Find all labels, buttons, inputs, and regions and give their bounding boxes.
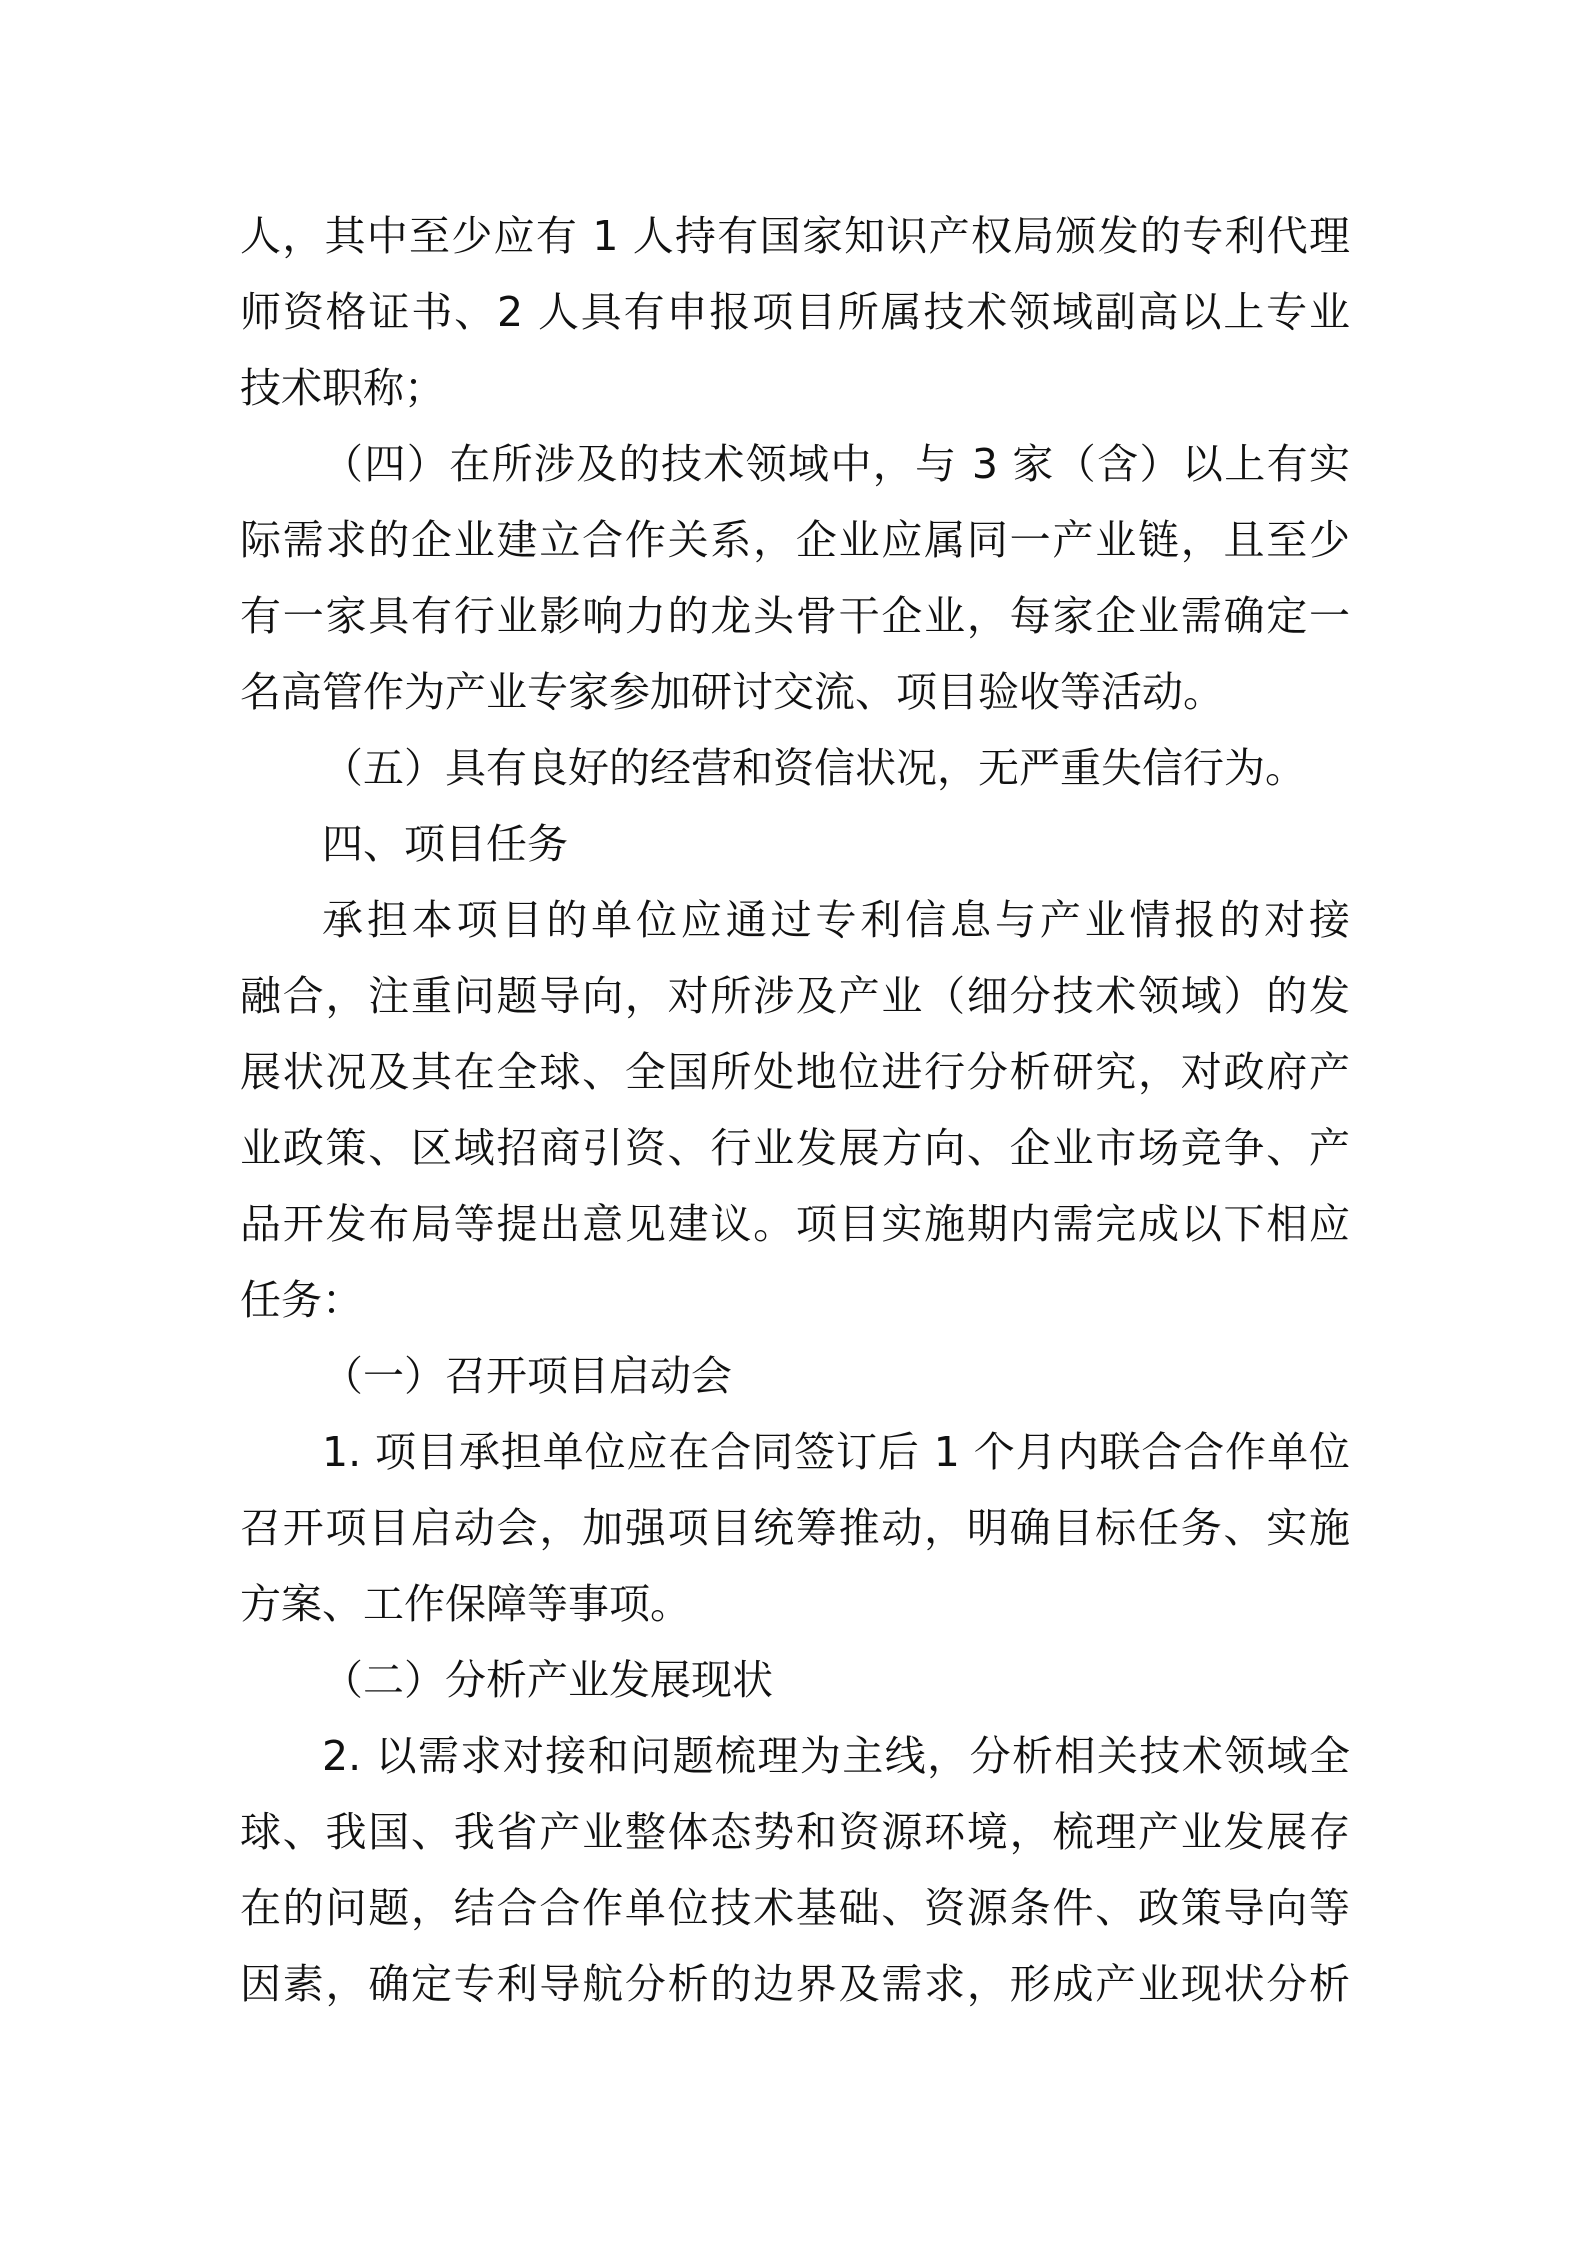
text-line: 有一家具有行业影响力的龙头骨干企业，每家企业需确定一 bbox=[240, 592, 1350, 640]
text-line: 业政策、区域招商引资、行业发展方向、企业市场竞争、产 bbox=[240, 1124, 1350, 1172]
text-line: 因素，确定专利导航分析的边界及需求，形成产业现状分析 bbox=[240, 1960, 1350, 2008]
text-line: 承担本项目的单位应通过专利信息与产业情报的对接 bbox=[322, 896, 1350, 944]
text-line: （一）召开项目启动会 bbox=[322, 1352, 732, 1400]
text-line: 球、我国、我省产业整体态势和资源环境，梳理产业发展存 bbox=[240, 1808, 1350, 1856]
text-line: 2. 以需求对接和问题梳理为主线，分析相关技术领域全 bbox=[322, 1732, 1350, 1780]
text-line: 融合，注重问题导向，对所涉及产业（细分技术领域）的发 bbox=[240, 972, 1350, 1020]
text-line: 技术职称； bbox=[240, 364, 445, 412]
text-line: 名高管作为产业专家参加研讨交流、项目验收等活动。 bbox=[240, 668, 1224, 716]
text-line: （二）分析产业发展现状 bbox=[322, 1656, 773, 1704]
text-line: （五）具有良好的经营和资信状况，无严重失信行为。 bbox=[322, 744, 1306, 792]
text-line: 品开发布局等提出意见建议。项目实施期内需完成以下相应 bbox=[240, 1200, 1350, 1248]
text-line: 方案、工作保障等事项。 bbox=[240, 1580, 691, 1628]
text-line: 师资格证书、2 人具有申报项目所属技术领域副高以上专业 bbox=[240, 288, 1350, 336]
text-line: （四）在所涉及的技术领域中，与 3 家（含）以上有实 bbox=[322, 440, 1350, 488]
text-line: 在的问题，结合合作单位技术基础、资源条件、政策导向等 bbox=[240, 1884, 1350, 1932]
text-line: 1. 项目承担单位应在合同签订后 1 个月内联合合作单位 bbox=[322, 1428, 1350, 1476]
text-line: 召开项目启动会，加强项目统筹推动，明确目标任务、实施 bbox=[240, 1504, 1350, 1552]
document-body bbox=[240, 198, 1350, 2022]
text-line: 人，其中至少应有 1 人持有国家知识产权局颁发的专利代理 bbox=[240, 212, 1350, 260]
text-line: 际需求的企业建立合作关系，企业应属同一产业链，且至少 bbox=[240, 516, 1350, 564]
text-line: 展状况及其在全球、全国所处地位进行分析研究，对政府产 bbox=[240, 1048, 1350, 1096]
text-line: 任务： bbox=[240, 1276, 363, 1324]
text-line: 四、项目任务 bbox=[322, 820, 568, 868]
